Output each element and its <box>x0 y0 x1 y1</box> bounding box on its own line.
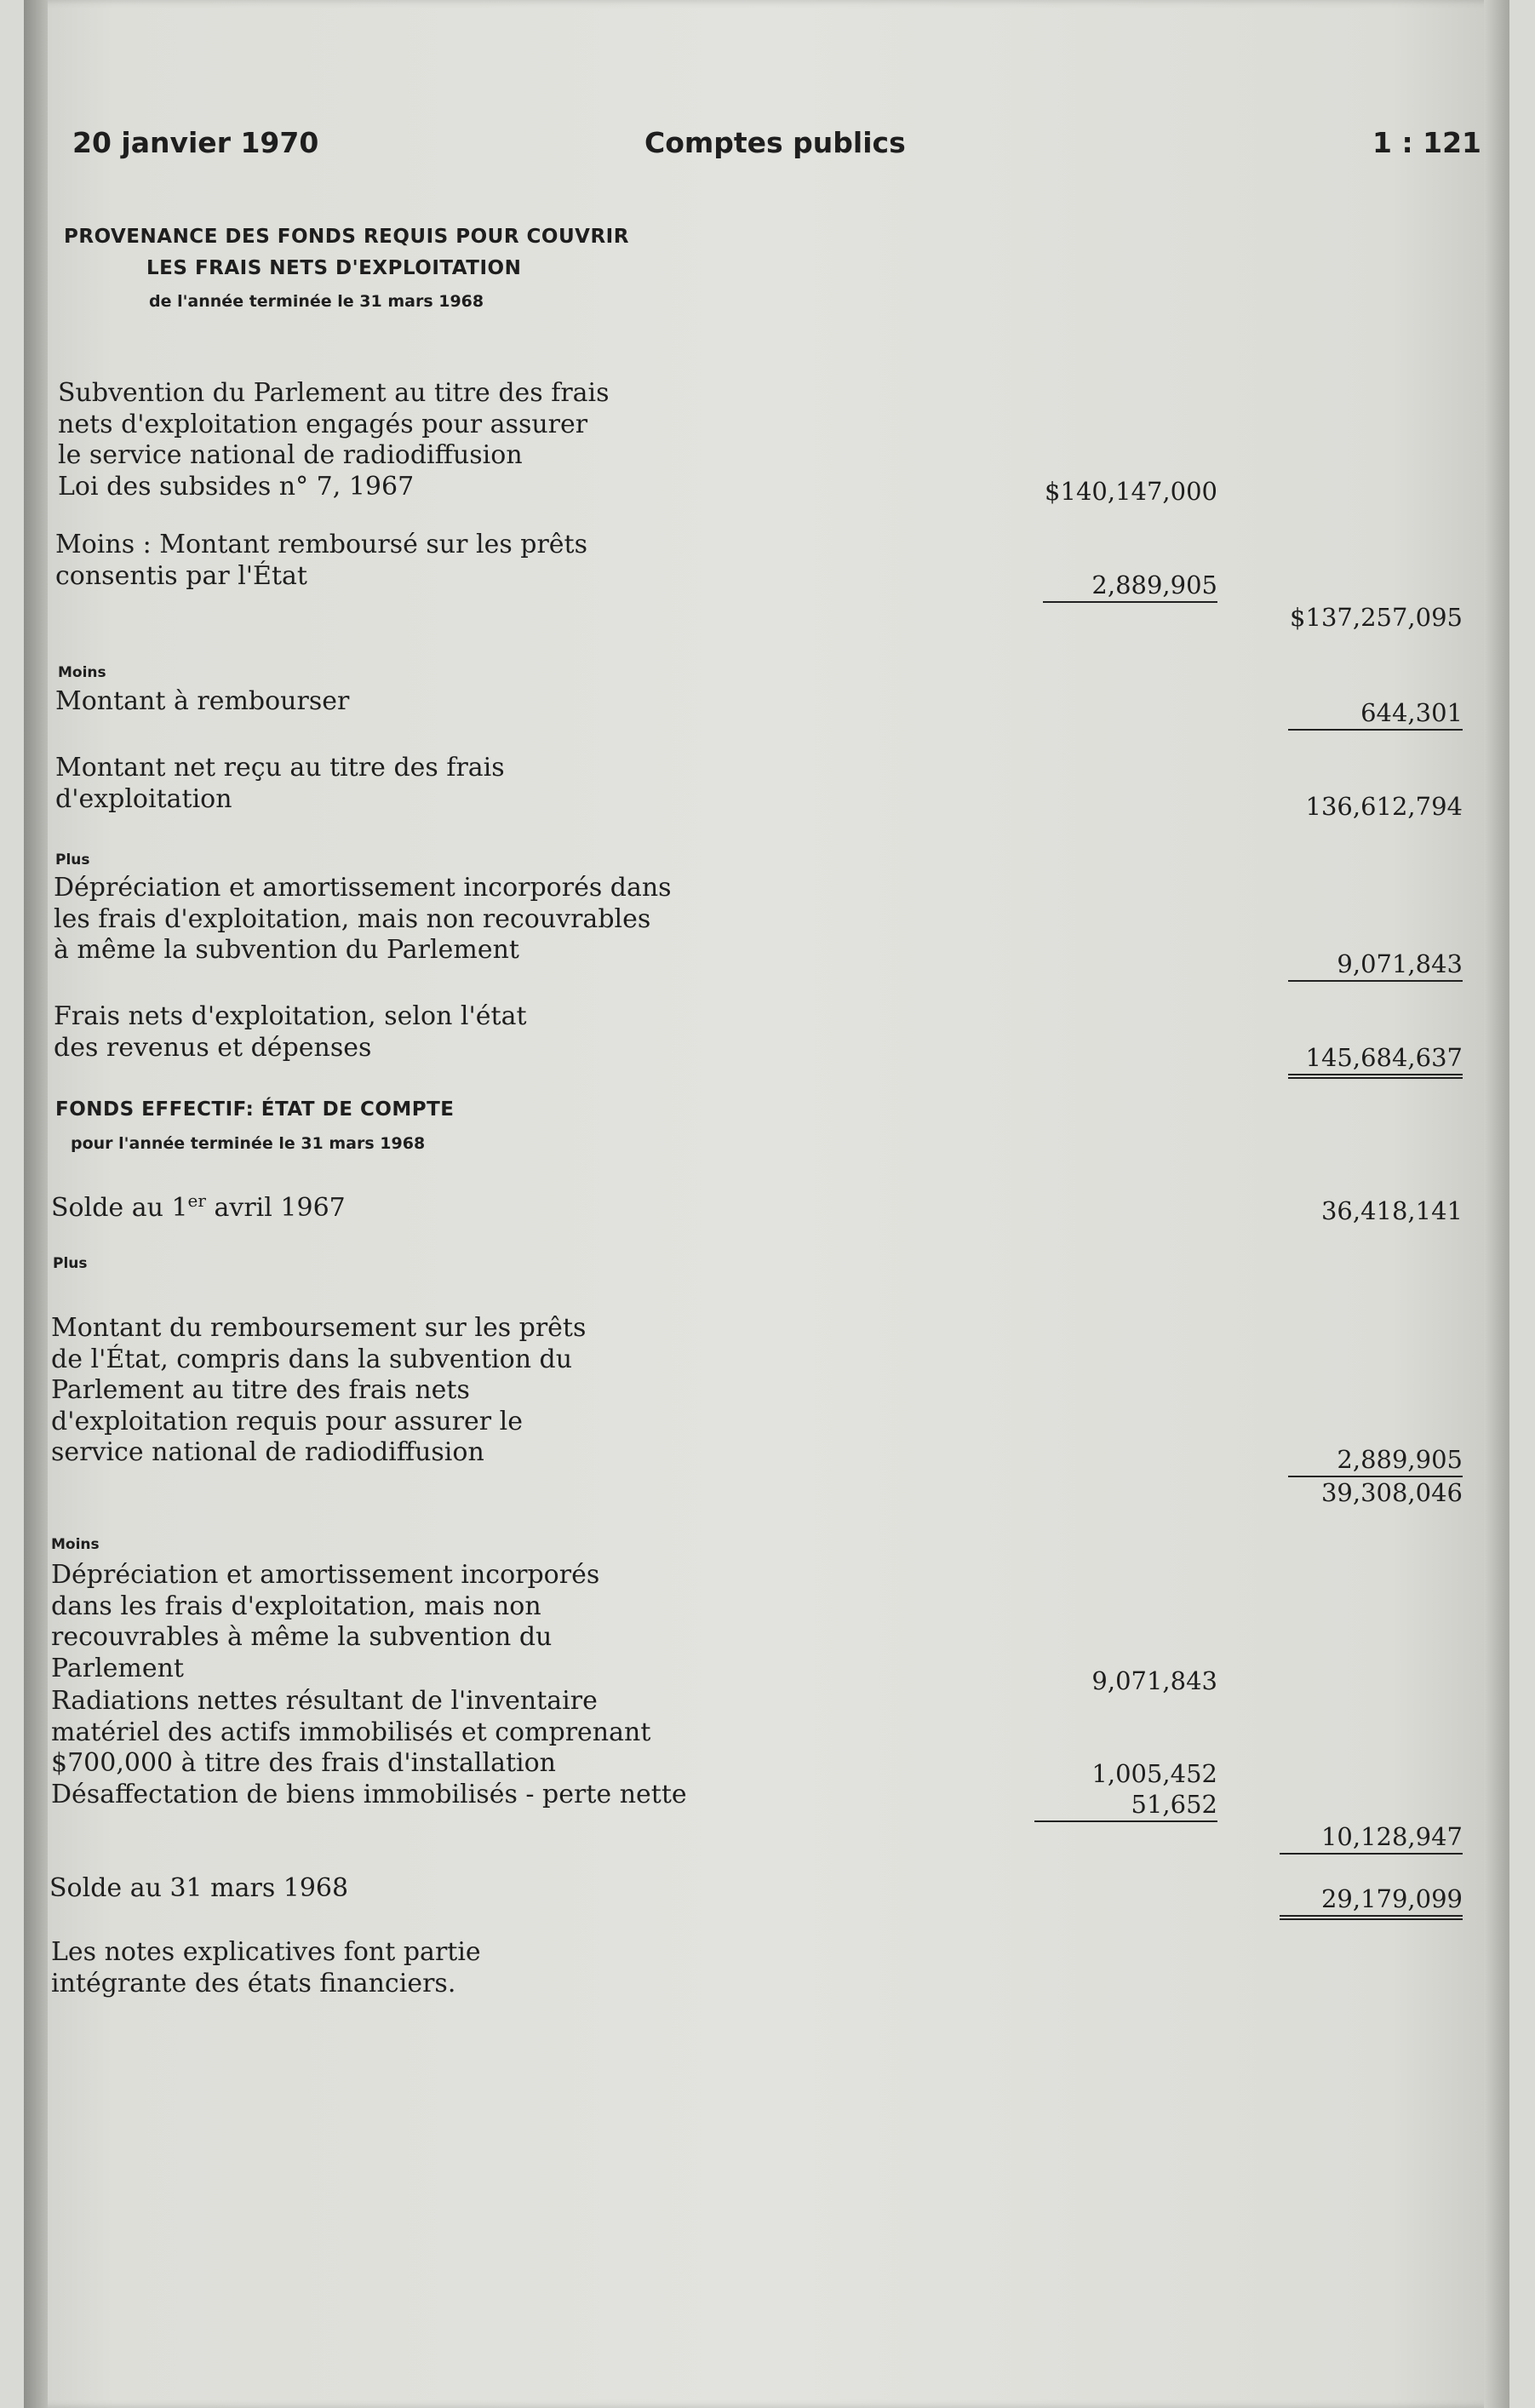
solde-ouverture-label: Solde au 1er avril 1967 <box>51 1190 346 1223</box>
a-rembourser-label: Montant à rembourser <box>55 686 350 716</box>
text-line: Dépréciation et amortissement incorporés dans <box>54 873 672 903</box>
section1-title-line2: LES FRAIS NETS D'EXPLOITATION <box>146 257 522 279</box>
book-binding-edge <box>24 0 48 2408</box>
notes-text <box>51 1937 481 1999</box>
text-line: à même la subvention du Parlement <box>54 935 519 965</box>
desaffectation-total: 10,128,947 <box>1280 1822 1463 1855</box>
depreciation-amount: 9,071,843 <box>1288 949 1463 982</box>
plus-label: Plus <box>55 851 90 869</box>
text-line: Montant du remboursement sur les prêts <box>51 1313 587 1343</box>
text-line: d'exploitation requis pour assurer le <box>51 1406 524 1436</box>
subvention-amount: $140,147,000 <box>1045 477 1217 506</box>
remboursement-amount: 2,889,905 <box>1288 1445 1463 1477</box>
moins-label: Moins <box>58 664 106 681</box>
text-line: de l'État, compris dans la subvention du <box>51 1344 573 1374</box>
section1-title-line1: PROVENANCE DES FONDS REQUIS POUR COUVRIR <box>64 226 629 248</box>
net-recu-amount: 136,612,794 <box>1305 792 1463 821</box>
net-recu-text <box>55 753 505 815</box>
frais-nets-text <box>54 1001 527 1064</box>
text-line: d'exploitation <box>55 783 232 814</box>
text-line: Moins : Montant remboursé sur les prêts <box>55 530 588 559</box>
subvention-text <box>58 378 610 502</box>
header-date: 20 janvier 1970 <box>72 126 319 159</box>
moins-rembourse-text <box>55 530 587 592</box>
section1-subtitle: de l'année terminée le 31 mars 1968 <box>149 292 484 311</box>
text-line: Dépréciation et amortissement incorporés <box>51 1560 600 1590</box>
text-line: Montant net reçu au titre des frais <box>55 753 505 783</box>
text-line: des revenus et dépenses <box>54 1032 372 1063</box>
text-line: Parlement au titre des frais nets <box>51 1375 470 1405</box>
text-line: consentis par l'État <box>55 560 307 591</box>
moins-label-2: Moins <box>51 1536 100 1553</box>
remboursement-subtotal: 39,308,046 <box>1320 1478 1463 1507</box>
moins-rembourse-amount: 2,889,905 <box>1043 570 1217 603</box>
text-line: intégrante des états financiers. <box>51 1968 456 1998</box>
desaffectation-amount: 51,652 <box>1034 1790 1217 1822</box>
depreciation-text <box>54 873 672 966</box>
text-line: Frais nets d'exploitation, selon l'état <box>54 1001 527 1031</box>
text-line: recouvrables à même la subvention du <box>51 1622 553 1652</box>
solde-cloture-label: Solde au 31 mars 1968 <box>49 1873 349 1903</box>
text-line: dans les frais d'exploitation, mais non <box>51 1591 541 1621</box>
solde-ouverture-amount: 36,418,141 <box>1320 1196 1463 1225</box>
desaffectation-label: Désaffectation de biens immobilisés - perte nette <box>51 1780 687 1809</box>
depreciation2-amount: 9,071,843 <box>1091 1666 1217 1695</box>
text-line: nets d'exploitation engagés pour assurer <box>58 409 588 439</box>
a-rembourser-amount: 644,301 <box>1288 698 1463 731</box>
moins-rembourse-total: $137,257,095 <box>1290 603 1463 632</box>
text-line: Loi des subsides n° 7, 1967 <box>58 471 415 502</box>
header-page-ref: 1 : 121 <box>1372 126 1482 159</box>
remboursement-text <box>51 1313 586 1469</box>
text-line: Les notes explicatives font partie <box>51 1937 481 1967</box>
text-line: service national de radiodiffusion <box>51 1437 484 1467</box>
text-line: le service national de radiodiffusion <box>58 440 523 470</box>
text-line: matériel des actifs immobilisés et comprenant <box>51 1717 651 1747</box>
section2-subtitle: pour l'année terminée le 31 mars 1968 <box>71 1134 426 1153</box>
page-right-edge <box>1484 0 1509 2408</box>
text-line: Radiations nettes résultant de l'inventaire <box>51 1686 598 1716</box>
radiations-amount: 1,005,452 <box>1091 1759 1217 1788</box>
text-line: $700,000 à titre des frais d'installation <box>51 1748 556 1778</box>
text-line: les frais d'exploitation, mais non recouvrables <box>54 903 651 934</box>
solde-cloture-amount: 29,179,099 <box>1280 1884 1463 1920</box>
text-line: Parlement <box>51 1653 184 1683</box>
frais-nets-amount: 145,684,637 <box>1288 1043 1463 1079</box>
depreciation2-text <box>51 1560 599 1684</box>
header-publication: Comptes publics <box>644 126 906 159</box>
radiations-text <box>51 1686 650 1780</box>
section2-title: FONDS EFFECTIF: ÉTAT DE COMPTE <box>55 1098 455 1121</box>
plus-label-2: Plus <box>53 1255 88 1272</box>
text-line: Subvention du Parlement au titre des frais <box>58 378 610 408</box>
